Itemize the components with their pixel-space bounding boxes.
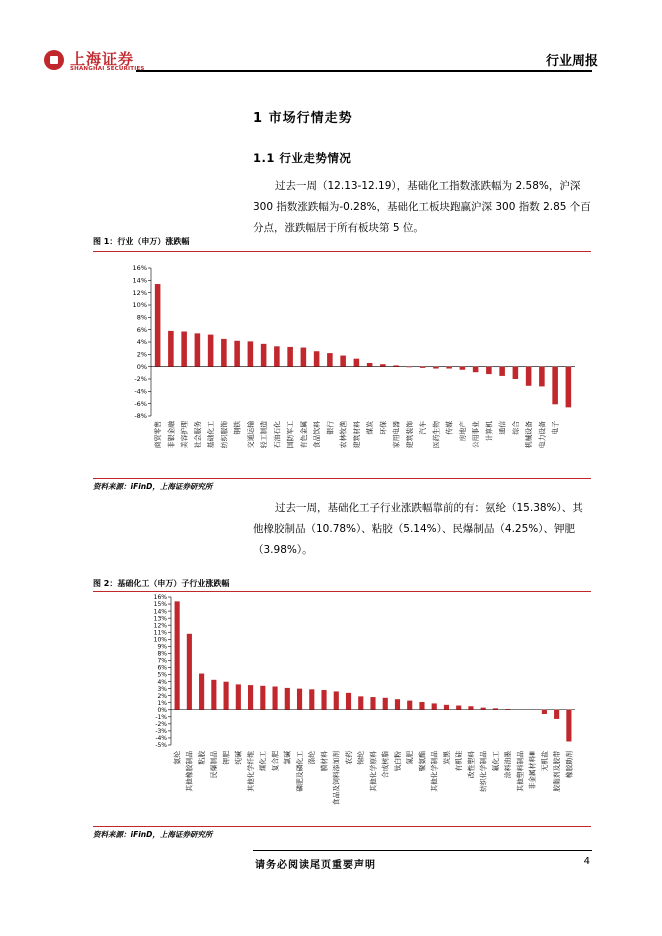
chart1-bar (407, 367, 413, 368)
chart2-category-label: 粘胶 (197, 751, 206, 765)
chart1-category-label: 非银金融 (167, 421, 176, 449)
paragraph-market-summary: 过去一周（12.13-12.19），基础化工指数涨跌幅为 2.58%，沪深 300 指数涨跌幅为-0.28%，基础化工板块跑赢沪深 300 指数 2.85 个百分点，涨跌幅居于所有板块第 5 位。 (253, 180, 591, 234)
chart1-bar (552, 367, 558, 405)
chart2-y-tick-label: 13% (153, 615, 167, 623)
chart1-bar (499, 367, 505, 376)
chart2-category-label: 农药 (344, 751, 353, 765)
chart2-bar (419, 702, 424, 710)
chart2-bar (272, 687, 277, 710)
chart2-category-label: 非金属材料Ⅲ (528, 751, 537, 790)
chart2-category-label: 纺织化学制品 (479, 751, 488, 792)
chart1-bar (314, 351, 320, 366)
chart1-bar (446, 367, 452, 369)
figure1-title: 图 1：行业（申万）涨跌幅 (93, 237, 190, 246)
chart1-y-tick-label: 4% (136, 338, 147, 347)
chart1-category-label: 基础化工 (207, 421, 216, 449)
chart2-category-label: 钾肥 (222, 751, 231, 765)
chart2-y-tick-label: 11% (153, 629, 167, 637)
chart1-bar (340, 356, 346, 367)
chart2-bar (383, 698, 388, 710)
chart2-category-label: 复合肥 (271, 751, 280, 772)
footer-disclaimer-note: 请务必阅读尾页重要声明 (255, 860, 376, 871)
chart1-category-label: 煤炭 (366, 421, 375, 435)
chart1-bar (181, 332, 187, 367)
chart2-y-tick-label: -5% (155, 742, 167, 750)
chart2-category-label: 无机盐 (540, 751, 549, 772)
chart1-y-tick-label: -2% (134, 375, 147, 384)
chart2-y-tick-label: 12% (153, 622, 167, 630)
chart1-category-label: 传媒 (445, 421, 454, 435)
brand-name-english: SHANGHAI SECURITIES (70, 66, 145, 72)
chart2-bar (481, 708, 486, 710)
chart1-category-label: 商贸零售 (154, 421, 163, 449)
chart2-bar (260, 686, 265, 710)
chart2-bar (554, 710, 559, 719)
chart1-category-label: 纺织服饰 (220, 421, 229, 449)
chart1-category-label: 轻工制造 (260, 421, 269, 449)
chart2-bar (321, 690, 326, 710)
figure2-title: 图 2：基础化工（申万）子行业涨跌幅 (93, 579, 230, 588)
chart1-category-label: 房地产 (458, 421, 467, 442)
chart1-bar (539, 367, 545, 387)
chart2-y-tick-label: 9% (157, 643, 167, 651)
chart2-category-label: 膜材料 (320, 751, 329, 772)
chart2-bar (456, 706, 461, 710)
chart1-bar (354, 359, 360, 367)
chart2-category-label: 其他化学制品 (430, 751, 439, 792)
footer-divider (253, 850, 592, 851)
chart1-bar (486, 367, 492, 374)
chart1-bar (380, 364, 386, 366)
chart2-category-label: 锦纶 (357, 751, 366, 765)
chart1-y-tick-label: 14% (132, 276, 147, 285)
figure2-bottom-rule (93, 826, 591, 827)
chart2-bar (175, 601, 180, 709)
chart2-category-label: 涤纶 (308, 751, 317, 765)
chart2-category-label: 氨纶 (173, 751, 182, 765)
chart2-bar (505, 709, 510, 710)
chart1-y-tick-label: -8% (134, 412, 147, 421)
chart2-category-label: 其他橡胶制品 (185, 751, 194, 792)
chart1-y-tick-label: 10% (132, 301, 147, 310)
chart1-y-tick-label: -6% (134, 399, 147, 408)
chart1-y-tick-label: 16% (132, 264, 147, 273)
chart2-bar (309, 689, 314, 709)
chart1-category-label: 建筑装饰 (405, 421, 414, 449)
chart2-y-tick-label: 2% (157, 692, 167, 700)
chart2-y-tick-label: 5% (157, 671, 167, 679)
chart2-category-label: 纯碱 (234, 751, 243, 765)
chart1-bar (195, 333, 201, 366)
chart2-category-label: 炭黑 (442, 751, 451, 765)
chart1-category-label: 计算机 (485, 421, 494, 442)
chart2-category-label: 合成树脂 (381, 751, 390, 779)
chart2-category-label: 其他化学原料 (369, 751, 378, 792)
chart1-category-label: 公用事业 (472, 421, 481, 449)
chart2-bar (407, 701, 412, 710)
chart1-category-label: 交通运输 (246, 421, 255, 449)
chart1-category-label: 食品饮料 (313, 421, 322, 449)
chart1-bar (261, 344, 267, 367)
figure2-bar-chart (93, 593, 591, 823)
chart2-y-tick-label: 14% (153, 608, 167, 616)
chart1-bar (526, 367, 532, 386)
chart2-bar (566, 710, 571, 742)
chart1-category-label: 银行 (326, 421, 335, 435)
chart1-bar (274, 346, 280, 366)
chart1-bar (234, 341, 240, 367)
chart2-category-label: 橡胶助剂 (565, 751, 574, 779)
chart2-bar (444, 705, 449, 710)
chart2-bar (236, 684, 241, 709)
chart2-y-tick-label: 8% (157, 650, 167, 658)
chart2-category-label: 聚氨酯 (418, 751, 427, 772)
chart2-category-label: 涂料油墨 (504, 751, 513, 779)
chart2-category-label: 有机硅 (455, 751, 464, 772)
chart1-bar (393, 365, 399, 366)
section-title: 1 市场行情走势 (253, 111, 353, 126)
chart2-y-tick-label: 6% (157, 664, 167, 672)
chart1-y-tick-label: 0% (136, 362, 147, 371)
chart2-bar (358, 696, 363, 709)
report-type: 行业周报 (545, 54, 598, 69)
chart1-bar (221, 339, 227, 367)
chart2-bar (224, 682, 229, 710)
brand-logo-icon (44, 50, 64, 70)
chart2-y-tick-label: 1% (157, 699, 167, 707)
chart1-category-label: 国防军工 (286, 421, 295, 449)
chart1-bar (248, 341, 254, 366)
chart1-y-tick-label: 12% (132, 288, 147, 297)
chart2-bar (199, 674, 204, 710)
chart1-category-label: 家用电器 (392, 421, 401, 449)
chart2-category-label: 改性塑料 (467, 751, 476, 779)
chart2-y-tick-label: 16% (153, 594, 167, 602)
chart2-bar (395, 699, 400, 710)
chart1-category-label: 有色金属 (299, 421, 308, 449)
page-number: 4 (583, 856, 590, 867)
chart2-bar (542, 710, 547, 714)
chart1-y-tick-label: 6% (136, 325, 147, 334)
chart2-category-label: 其他化学纤维 (246, 751, 255, 792)
chart1-y-tick-label: 8% (136, 313, 147, 322)
chart2-bar (432, 703, 437, 709)
chart2-y-tick-label: -3% (155, 728, 167, 736)
chart1-bar (327, 353, 333, 367)
chart2-bar (285, 688, 290, 710)
paragraph-subindustry-summary: 过去一周，基础化工子行业涨跌幅靠前的有：氨纶（15.38%）、其他橡胶制品（10.78%）、粘胶（5.14%）、民爆制品（4.25%）、钾肥（3.98%）。 (253, 502, 583, 556)
figure2-top-rule (93, 591, 591, 592)
chart2-category-label: 氟化工 (491, 751, 500, 772)
chart2-y-tick-label: 10% (153, 636, 167, 644)
chart2-category-label: 煤化工 (259, 751, 268, 772)
chart2-y-tick-label: -1% (155, 714, 167, 722)
chart2-y-tick-label: 3% (157, 685, 167, 693)
chart2-bar (370, 697, 375, 710)
chart1-category-label: 美容护理 (180, 421, 189, 449)
chart1-y-tick-label: 2% (136, 350, 147, 359)
chart2-y-tick-label: 7% (157, 657, 167, 665)
chart2-bar (346, 693, 351, 710)
subsection-title: 1.1 行业走势情况 (253, 151, 352, 165)
chart2-bar (187, 634, 192, 710)
chart1-bar (513, 367, 519, 379)
chart1-category-label: 医药生物 (432, 421, 441, 449)
chart1-bar (287, 347, 293, 367)
chart1-y-tick-label: -4% (134, 387, 147, 396)
chart1-bar (155, 284, 161, 367)
chart1-bar (473, 367, 479, 373)
chart1-category-label: 机械设备 (525, 421, 534, 449)
chart2-category-label: 氮肥 (406, 751, 415, 765)
chart2-bar (248, 685, 253, 710)
figure1-top-rule (93, 251, 591, 252)
chart1-bar (460, 367, 466, 370)
chart1-category-label: 通信 (498, 421, 507, 435)
chart2-category-label: 胶黏剂及胶带 (553, 751, 562, 792)
header-divider (136, 70, 592, 72)
chart2-y-tick-label: -2% (155, 721, 167, 729)
chart2-bar (468, 706, 473, 710)
figure1-bottom-rule (93, 478, 591, 479)
chart1-bar (367, 363, 373, 367)
figure1-source: 资料来源：iFinD，上海证券研究所 (93, 482, 213, 491)
brand-name: 上海证券 (70, 50, 135, 68)
chart2-y-tick-label: 0% (157, 706, 167, 714)
chart2-category-label: 钛白粉 (393, 751, 402, 772)
chart1-bar (208, 335, 214, 367)
chart1-bar (168, 331, 174, 367)
figure2-source: 资料来源：iFinD，上海证券研究所 (93, 830, 213, 839)
chart1-category-label: 建筑材料 (352, 421, 361, 449)
chart2-y-tick-label: 15% (153, 601, 167, 609)
chart1-category-label: 石油石化 (273, 421, 282, 449)
chart2-bar (493, 708, 498, 709)
chart1-category-label: 农林牧渔 (339, 421, 348, 449)
chart2-category-label: 氯碱 (283, 751, 292, 765)
chart1-category-label: 社会服务 (193, 421, 202, 449)
chart1-category-label: 综合 (511, 421, 520, 435)
chart2-category-label: 其他塑料制品 (516, 751, 525, 792)
chart1-category-label: 电力设备 (538, 421, 547, 449)
chart1-category-label: 汽车 (419, 421, 428, 435)
chart1-category-label: 电子 (551, 421, 560, 435)
chart1-category-label: 钢铁 (233, 421, 242, 435)
chart2-category-label: 磷肥及磷化工 (295, 751, 304, 792)
chart2-category-label: 食品及饲料添加剂 (332, 751, 341, 806)
chart2-category-label: 民爆制品 (210, 751, 219, 779)
chart2-y-tick-label: -4% (155, 735, 167, 743)
chart1-category-label: 环保 (379, 421, 388, 435)
chart1-bar (301, 348, 307, 367)
figure1-bar-chart (93, 256, 591, 478)
chart2-y-tick-label: 4% (157, 678, 167, 686)
chart1-bar (566, 367, 572, 408)
chart2-bar (211, 680, 216, 710)
chart1-bar (420, 367, 426, 368)
chart1-bar (433, 367, 439, 369)
chart2-bar (334, 691, 339, 709)
chart2-bar (297, 689, 302, 710)
